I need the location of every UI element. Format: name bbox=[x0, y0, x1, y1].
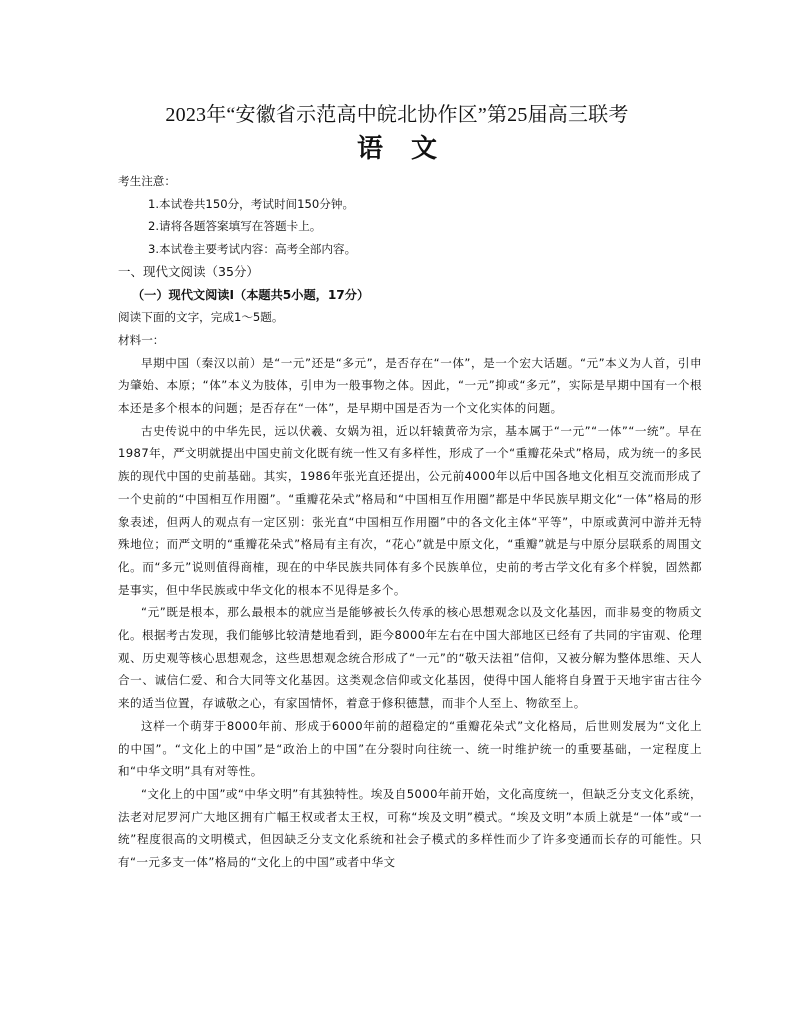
paragraph-3: “元”既是根本，那么最根本的就应当是能够被长久传承的核心思想观念以及文化基因，而非易变的物质文化。根据考古发现，我们能够比较清楚地看到，距今8000年左右在中国大部地区已经有了共同的宇宙观、伦理观、历史观等核心思想观念，这些思想观念统合形成了“一元”的“敬天法祖”信仰，又被分解为整体思维、天人合一、诚信仁爱、和合大同等文化基因。这类观念信仰或文化基因，使得中国人能将自身置于天地宇宙古往今来的适当位置，存诚敬之心，有家国情怀，着意于修积德慧，而非个人至上、物欲至上。 bbox=[118, 605, 702, 711]
paragraph-1: 早期中国（秦汉以前）是“一元”还是“多元”，是否存在“一体”，是一个宏大话题。“元”本义为人首，引申为肇始、本原；“体”本义为肢体，引申为一般事物之体。因此，“一元”抑或“多元”，实际是早期中国有一个根本还是多个根本的问题；是否存在“一体”，是早期中国是否为一个文化实体的问题。 bbox=[118, 355, 702, 416]
notice-label: 考生注意： bbox=[118, 174, 176, 188]
paragraph-5: “文化上的中国”或“中华文明”有其独特性。埃及自5000年前开始，文化高度统一，但缺乏分支文化系统，法老对尼罗河广大地区拥有广幅王权或者太王权，可称“埃及文明”模式。“埃及文明”本质上就是“一体”或“一统”程度很高的文明模式，但因缺乏分支文化系统和社会子模式的多样性而少了许多变通而长存的可能性。只有“一元多支一体”格局的“文化上的中国”或者中华文 bbox=[118, 786, 702, 870]
paragraph-2: 古史传说中的中华先民，远以伏羲、女娲为祖，近以轩辕黄帝为宗，基本属于“一元”“一体”“一统”。早在1987年，严文明就提出中国史前文化既有统一性又有多样性，形成了一个“重瓣花朵式”格局，成为统一的多民族的现代中国的史前基础。其实，1986年张光直还提出，公元前4000年以后中国各地文化相互交流而形成了一个史前的“中国相互作用圈”。“重瓣花朵式”格局和“中国相互作用圈”都是中华民族早期文化“一体”格局的形象表述，但两人的观点有一定区别：张光直“中国相互作用圈”中的各文化主体“平等”，中原或黄河中游并无特殊地位；而严文明的“重瓣花朵式”格局有主有次，“花心”就是中原文化，“重瓣”就是与中原分层联系的周围文化。而“多元”说则值得商榷，现在的中华民族共同体有多个民族单位，史前的考古学文化有多个样貌，固然都是事实，但中华民族或中华文化的根本不见得是多个。 bbox=[118, 423, 702, 597]
material-label: 材料一： bbox=[118, 332, 165, 347]
reading-instruction: 阅读下面的文字，完成1～5题。 bbox=[118, 310, 284, 325]
exam-title: 2023年“安徽省示范高中皖北协作区”第25届高三联考 bbox=[165, 104, 629, 126]
passage bbox=[118, 352, 702, 874]
sub-section-heading: （一）现代文阅读Ⅰ（本题共5小题，17分） bbox=[132, 287, 370, 302]
notice-item-1: 1.本试卷共150分，考试时间150分钟。 bbox=[148, 196, 355, 211]
subject-title: 语文 bbox=[356, 134, 465, 164]
section-heading: 一、现代文阅读（35分） bbox=[118, 263, 259, 279]
paragraph-4: 这样一个萌芽于8000年前、形成于6000年前的超稳定的“重瓣花朵式”文化格局，后世则发展为“文化上的中国”。“文化上的中国”是“政治上的中国”在分裂时向往统一、统一时维护统一的重要基础，一定程度上和“中华文明”具有对等性。 bbox=[118, 718, 702, 779]
notice-item-2: 2.请将各题答案填写在答题卡上。 bbox=[148, 219, 322, 234]
notice-item-3: 3.本试卷主要考试内容：高考全部内容。 bbox=[148, 242, 357, 257]
exam-body bbox=[118, 170, 702, 874]
